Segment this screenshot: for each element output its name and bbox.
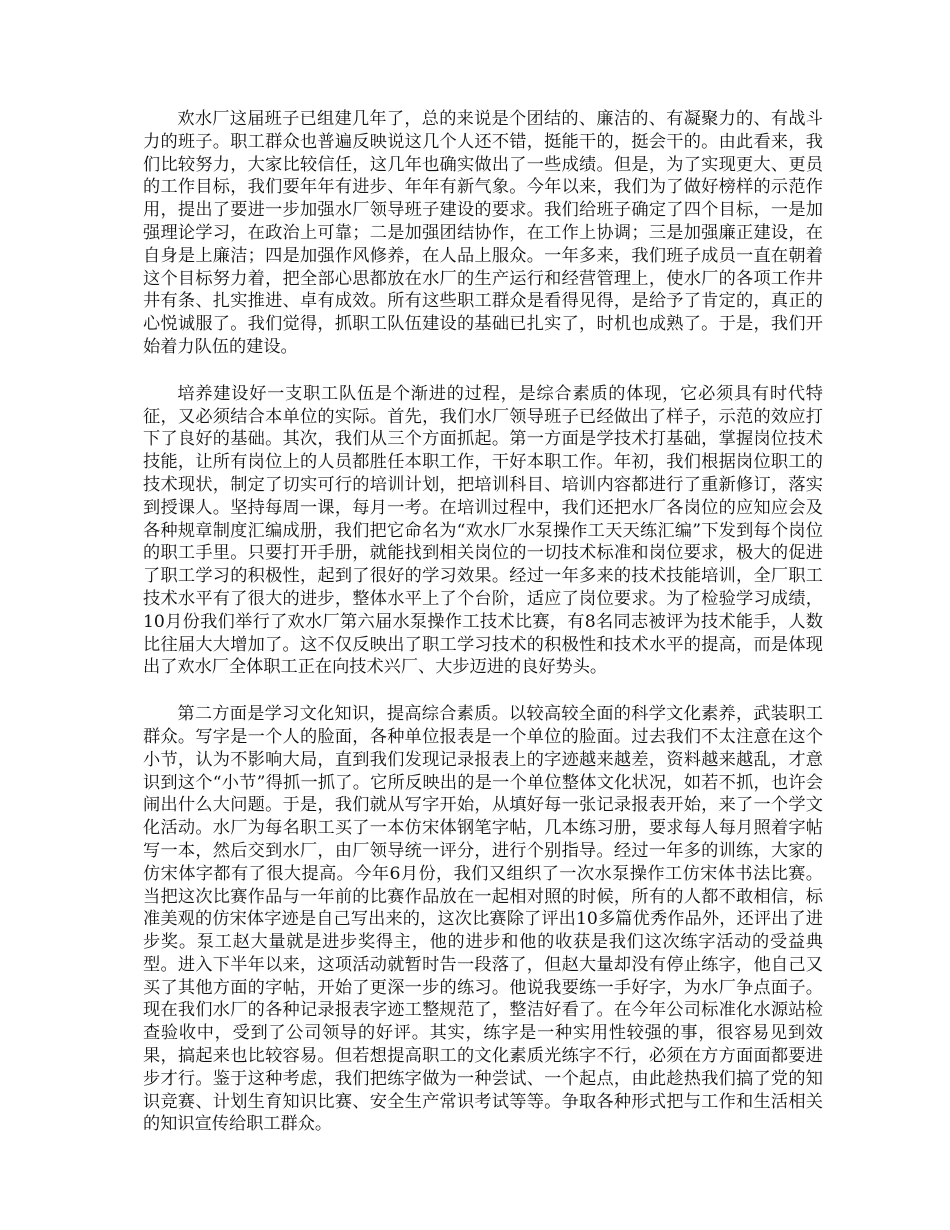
paragraph-culture-learning: 第二方面是学习文化知识，提高综合素质。以较高较全面的科学文化素养，武装职工群众。写字是一个人的脸面，各种单位报表是一个单位的脸面。过去我们不太注意在这个小节，认为不影响大局，直到我们发现记录报表上的字迹越来越差，资料越来越乱，才意识到这个“小节”得抓一抓了。它所反映出的是一个单位整体文化状况，如若不抓，也许会闹出什么大问题。于是，我们就从写字开始，从填好每一张记录报表开始，来了一个学文化活动。水厂为每名职工买了一本仿宋体钢笔字帖，几本练习册，要求每人每月照着字帖写一本，然后交到水厂，由厂领导统一评分，进行个别指导。经过一年多的训练，大家的仿宋体字都有了很大提高。今年6月份，我们又组织了一次水泵操作工仿宋体书法比赛。当把这次比赛作品与一年前的比赛作品放在一起相对照的时候，所有的人都不敢相信，标准美观的仿宋体字迹是自己写出来的，这次比赛除了评出10多篇优秀作品外，还评出了进步奖。泵工赵大量就是进步奖得主，他的进步和他的收获是我们这次练字活动的受益典型。进入下半年以来，这项活动就暂时告一段落了，但赵大量却没有停止练字，他自己又买了其他方面的字帖，开始了更深一步的练习。他说我要练一手好字，为水厂争点面子。现在我们水厂的各种记录报表字迹工整规范了，整洁好看了。在今年公司标准化水源站检查验收中，受到了公司领导的好评。其实，练字是一种实用性较强的事，很容易见到效果，搞起来也比较容易。但若想提高职工的文化素质光练字不行，必须在方方面面都要进步才行。鉴于这种考虑，我们把练字做为一种尝试、一个起点，由此趁热我们搞了党的知识竞赛、计划生育知识比赛、安全生产常识考试等等。争取各种形式把与工作和生活相关的知识宣传给职工群众。 [143, 704, 823, 1135]
document-page [143, 108, 823, 1136]
paragraph-leadership-team: 欢水厂这届班子已组建几年了，总的来说是个团结的、廉洁的、有凝聚力的、有战斗力的班子。职工群众也普遍反映说这几个人还不错，挺能干的，挺会干的。由此看来，我们比较努力，大家比较信任，这几年也确实做出了一些成绩。但是，为了实现更大、更员的工作目标，我们要年年有进步、年年有新气象。今年以来，我们为了做好榜样的示范作用，提出了要进一步加强水厂领导班子建设的要求。我们给班子确定了四个目标，一是加强理论学习，在政治上可靠；二是加强团结协作，在工作上协调；三是加强廉正建设，在自身是上廉洁；四是加强作风修养，在人品上服众。一年多来，我们班子成员一直在朝着这个目标努力着，把全部心思都放在水厂的生产运行和经营管理上，使水厂的各项工作井井有条、扎实推进、卓有成效。所有这些职工群众是看得见得，是给予了肯定的，真正的心悦诚服了。我们觉得，抓职工队伍建设的基础已扎实了，时机也成熟了。于是，我们开始着力队伍的建设。 [143, 109, 823, 357]
paragraph-staff-training: 培养建设好一支职工队伍是个渐进的过程，是综合素质的体现，它必须具有时代特征，又必须结合本单位的实际。首先，我们水厂领导班子已经做出了样子，示范的效应打下了良好的基础。其次，我们从三个方面抓起。第一方面是学技术打基础，掌握岗位技术技能，让所有岗位上的人员都胜任本职工作，干好本职工作。年初，我们根据岗位职工的技术现状，制定了切实可行的培训计划，把培训科目、培训内容都进行了重新修订，落实到授课人。坚持每周一课，每月一考。在培训过程中，我们还把水厂各岗位的应知应会及各种规章制度汇编成册，我们把它命名为“欢水厂水泵操作工天天练汇编”下发到每个岗位的职工手里。只要打开手册，就能找到相关岗位的一切技术标准和岗位要求，极大的促进了职工学习的积极性，起到了很好的学习效果。经过一年多来的技术技能培训，全厂职工技术水平有了很大的进步，整体水平上了个台阶，适应了岗位要求。为了检验学习成绩，10月份我们举行了欢水厂第六届水泵操作工技术比赛，有8名同志被评为技术能手，人数比往届大大增加了。这不仅反映出了职工学习技术的积极性和技术水平的提高，而是体现出了欢水厂全体职工正在向技术兴厂、大步迈进的良好势头。 [143, 383, 823, 678]
